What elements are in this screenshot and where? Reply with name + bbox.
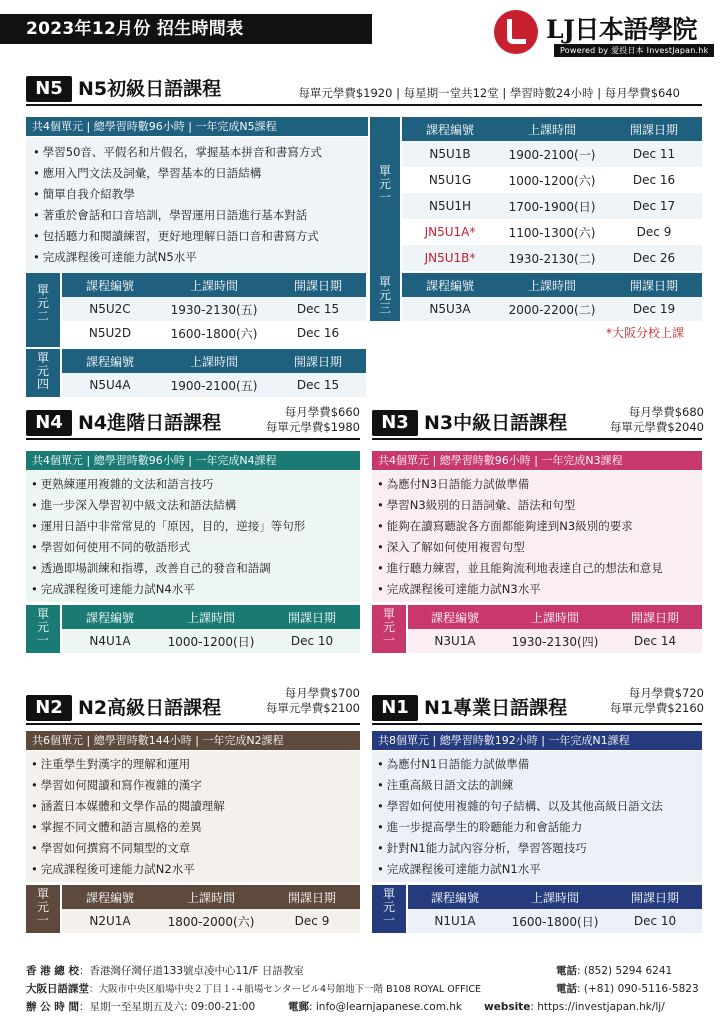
footer-hq-row [26,962,716,980]
col-header: 課程編號 [62,605,158,629]
n3-bullet: • 進行聽力練習，並且能夠流利地表達自己的想法和意見 [377,558,702,579]
table-row: N1U1A 1600-1800(日) Dec 10 [408,909,702,933]
n2-fee-unit: 每單元學費$2100 [265,701,360,715]
col-header: 課程編號 [402,117,498,141]
hq-phone: : (852) 5294 6241 [577,965,673,977]
n5-divider [26,104,702,106]
n4-unit1-label: 單 元 一 [26,605,60,653]
n1-bullet: • 進一步提高學生的聆聽能力和會話能力 [377,817,702,838]
n1-divider [372,723,702,725]
n1-fee-month: 每月學費$720 [628,686,704,700]
n2-unit1-table [62,885,360,933]
n2-fee-month: 每月學費$700 [284,686,360,700]
n4-description [26,471,360,602]
n4-bullet: • 運用日語中非常常見的「原因，目的，逆接」等句形 [31,516,360,537]
table-row: N3U1A 1930-2130(四) Dec 14 [408,629,702,653]
n1-bullet: • 針對N1能力試內容分析，學習答題技巧 [377,838,702,859]
n5-bullet: • 完成課程後可達能力試N5水平 [33,247,368,268]
n4-bullet: • 完成課程後可達能力試N4水平 [31,579,360,600]
n3-bullet: • 完成課程後可達能力試N3水平 [377,579,702,600]
hq-phone-label: 電話 [556,965,577,977]
n2-badge: N2 [26,695,72,721]
n4-unit1-table [62,605,360,653]
col-header: 上課時間 [498,273,606,297]
n5-unit2-table [62,273,366,345]
table-row: N5U1B 1900-2100(一) Dec 11 [402,141,702,167]
osaka-address: ：大阪市中央区船場中央２丁目１-４船場センタービル4号館地下一階 B108 ROYAL OFFICE [89,984,482,995]
table-row: N2U1A 1800-2000(六) Dec 9 [62,909,360,933]
website-label: website [484,1001,531,1013]
n1-bullet: • 學習如何使用複雜的句子結構、以及其他高級日語文法 [377,796,702,817]
n2-bullet: • 掌握不同文體和語言風格的差異 [31,817,360,838]
n5-unit4-table [62,349,366,397]
n1-info-bar: 共8個單元 | 總學習時數192小時 | 一年完成N1課程 [372,731,702,750]
email-label: 電郵 [288,1001,309,1013]
n3-description [372,471,702,602]
osaka-phone: : (+81) 090-5116-5823 [577,983,699,995]
n1-badge: N1 [372,695,418,721]
n2-divider [26,723,360,725]
n2-info-bar: 共6個單元 | 總學習時數144小時 | 一年完成N2課程 [26,731,360,750]
n5-bullet: • 學習50音、平假名和片假名，掌握基本拼音和書寫方式 [33,142,368,163]
n5-info-bar: 共4個單元 | 總學習時數96小時 | 一年完成N5課程 [26,117,368,136]
n4-badge: N4 [26,410,72,436]
n5-bullet: • 包括聽力和閱讀練習，更好地理解日語口音和書寫方式 [33,226,368,247]
n2-bullet: • 學習如何閱讀和寫作複雜的漢字 [31,775,360,796]
n2-description [26,751,360,882]
n5-unit2-label: 單 元 二 [26,273,60,347]
n4-fees [250,405,360,435]
n3-bullet: • 深入了解如何使用複習句型 [377,537,702,558]
n3-bullet: • 為應付N3日語能力試做準備 [377,474,702,495]
col-header: 課程編號 [408,885,502,909]
n5-bullet: • 著重於會話和口音培訓，學習運用日語進行基本對話 [33,205,368,226]
n5-description [26,137,368,273]
col-header: 課程編號 [62,273,158,297]
n5-unit3-label: 單 元 三 [370,273,400,321]
n5-fees: 每單元學費$1920 | 每星期一堂共12堂 | 學習時數24小時 | 每月學費$640 [298,86,680,100]
logo-name: LJ日本語學院 [546,15,697,44]
n1-fee-unit: 每單元學費$2160 [609,701,704,715]
n1-unit1-table [408,885,702,933]
n3-fee-unit: 每單元學費$2040 [609,420,704,434]
n4-bullet: • 學習如何使用不同的敬語形式 [31,537,360,558]
logo-subtitle: Powered by 愛投日本 InvestJapan.hk [554,44,714,57]
n4-info-bar: 共4個單元 | 總學習時數96小時 | 一年完成N4課程 [26,451,360,470]
n2-title: N2高級日語課程 [78,697,222,719]
table-row: JN5U1A* 1100-1300(六) Dec 9 [424,225,672,240]
n1-description [372,751,702,882]
table-row: N5U3A 2000-2200(二) Dec 19 [402,297,702,321]
n3-bullet: • 能夠在讀寫聽說各方面都能夠達到N3級別的要求 [377,516,702,537]
n4-bullet: • 更熟練運用複雜的文法和語言技巧 [31,474,360,495]
office-hours: ：星期一至星期五及六: 09:00-21:00 [78,1001,256,1013]
n2-fees [250,686,360,716]
osaka-phone-label: 電話 [556,983,577,995]
col-header: 上課時間 [502,885,608,909]
col-header: 課程編號 [402,273,498,297]
col-header: 課程編號 [62,885,158,909]
n3-fee-month: 每月學費$680 [628,405,704,419]
col-header: 上課時間 [498,117,606,141]
n5-unit1-table [402,117,702,271]
table-row: N5U2D 1600-1800(六) Dec 16 [88,326,340,341]
n4-bullet: • 進一步深入學習初中級文法和語法結構 [31,495,360,516]
col-header: 上課時間 [158,605,264,629]
n3-badge: N3 [372,410,418,436]
n2-bullet: • 完成課程後可達能力試N2水平 [31,859,360,880]
hq-label: 香 港 總 校 [26,965,79,977]
n2-bullet: • 注重學生對漢字的理解和運用 [31,754,360,775]
footer-hours-row [26,998,716,1016]
footer-osaka-row [26,980,716,998]
table-row: N5U4A 1900-2100(五) Dec 15 [62,373,366,397]
n3-unit1-table [408,605,702,653]
osaka-label: 大阪日語課堂 [26,983,89,995]
email-link[interactable]: : info@learnjapanese.com.hk [309,1001,462,1013]
col-header: 開課日期 [606,273,702,297]
n1-bullet: • 完成課程後可達能力試N1水平 [377,859,702,880]
col-header: 上課時間 [502,605,608,629]
col-header: 上課時間 [158,885,264,909]
col-header: 開課日期 [608,885,702,909]
col-header: 開課日期 [270,273,366,297]
table-row: N5U1H 1700-1900(日) Dec 17 [402,193,702,219]
col-header: 上課時間 [158,349,270,373]
col-header: 開課日期 [606,117,702,141]
n1-bullet: • 為應付N1日語能力試做準備 [377,754,702,775]
n1-bullet: • 注重高級日語文法的訓練 [377,775,702,796]
col-header: 上課時間 [158,273,270,297]
n3-fees [594,405,704,435]
n3-info-bar: 共4個單元 | 總學習時數96小時 | 一年完成N3課程 [372,451,702,470]
hq-address: ：香港灣仔灣仔道133號卓凌中心11/F 日語教室 [78,965,304,977]
n1-unit1-label: 單 元 一 [372,885,406,933]
n5-badge: N5 [26,76,72,102]
col-header: 開課日期 [608,605,702,629]
col-header: 開課日期 [264,605,360,629]
n4-title: N4進階日語課程 [78,412,222,434]
n3-title: N3中級日語課程 [424,412,568,434]
osaka-note: *大阪分校上課 [606,326,685,340]
n3-bullet: • 學習N3級別的日語詞彙、語法和句型 [377,495,702,516]
n5-unit4-label: 單 元 四 [26,349,60,397]
col-header: 開課日期 [270,349,366,373]
table-row: N5U1G 1000-1200(六) Dec 16 [428,173,676,188]
n2-unit1-label: 單 元 一 [26,885,60,933]
n3-unit1-label: 單 元 一 [372,605,406,653]
table-row: N5U2C 1930-2130(五) Dec 15 [62,297,366,321]
n5-title: N5初級日語課程 [78,78,222,100]
n1-title: N1專業日語課程 [424,697,568,719]
footer-contact [26,962,716,1016]
n4-bullet: • 透過即場訓練和指導，改善自己的發音和語調 [31,558,360,579]
n2-bullet: • 涵蓋日本媒體和文學作品的閱讀理解 [31,796,360,817]
logo-emblem-icon [494,10,538,54]
col-header: 開課日期 [264,885,360,909]
school-logo [494,8,722,58]
table-row: JN5U1B* 1930-2130(二) Dec 26 [402,245,702,271]
page-title: 2023年12月份 招生時間表 [0,14,372,44]
n5-bullet: • 應用入門文法及詞彙，學習基本的日語結構 [33,163,368,184]
website-link[interactable]: : https://investjapan.hk/lj/ [530,1001,665,1013]
n3-divider [372,438,702,440]
n4-divider [26,438,360,440]
hours-label: 辦 公 時 間 [26,1001,79,1013]
n5-unit3-table [402,273,702,321]
n5-bullet: • 簡單自我介紹教學 [33,184,368,205]
col-header: 課程編號 [62,349,158,373]
col-header: 課程編號 [408,605,502,629]
table-row: N4U1A 1000-1200(日) Dec 10 [62,629,360,653]
n1-fees [594,686,704,716]
n5-unit1-label: 單 元 一 [370,117,400,273]
n4-fee-month: 每月學費$660 [284,405,360,419]
n2-bullet: • 學習如何撰寫不同類型的文章 [31,838,360,859]
n4-fee-unit: 每單元學費$1980 [265,420,360,434]
